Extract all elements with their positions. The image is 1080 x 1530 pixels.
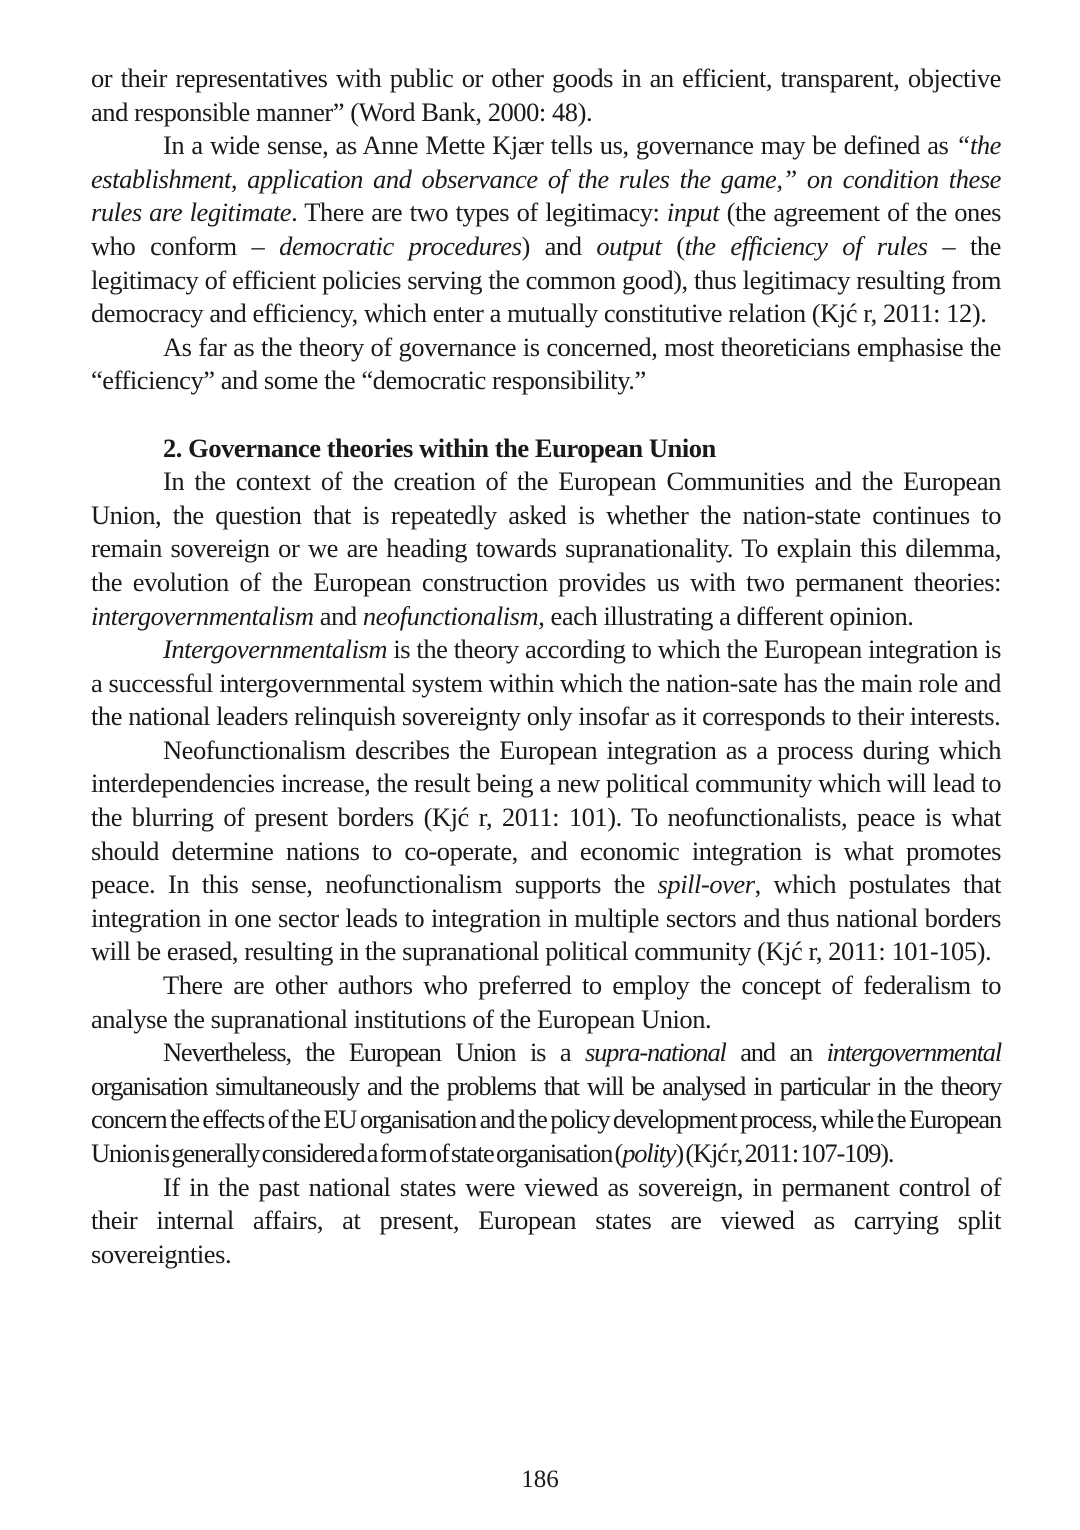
text-segment: There are other authors who preferred to employ the concept of federalism to analyse the supranational institutions of the European Union. — [91, 970, 1001, 1034]
text-segment: (the agreement of the ones who conform – — [91, 197, 1001, 261]
paragraph-governance-theory — [91, 331, 1001, 398]
page-number: 186 — [521, 1466, 559, 1493]
text-segment: In a wide sense, as Anne Mette Kjær tells us, governance may be defined as — [163, 130, 956, 161]
italic-text: neofunctionalism — [362, 600, 539, 631]
italic-text: “the establishment, application and observance of the rules the game,” on condition these rules are legitimate — [91, 130, 1001, 228]
text-segment: , each illustrating a different opinion. — [538, 600, 914, 631]
text-segment: and — [313, 600, 363, 631]
italic-text: input — [666, 197, 720, 228]
text-segment: As far as the theory of governance is concerned, most theoreticians emphasise the “efficiency” and some the “democratic responsibility.” — [91, 331, 1001, 396]
text-segment: In the context of the creation of the European Communities and the European Union, the question that is repeatedly asked is whether the nation-state continues to remain sovereign or we are heading towards supranationality. To explain this dilemma, the evolution of the European construction provides us with two permanent theories: — [91, 466, 1001, 597]
paragraph-supranational — [91, 1036, 1001, 1170]
paragraph-continuation — [91, 62, 1001, 129]
italic-text: spill-over — [657, 869, 755, 900]
text-segment: or their representatives with public or other goods in an efficient, transparent, objective and responsible manner” (Word Bank, 2000: 48). — [91, 63, 1001, 127]
italic-text: intergovernmentalism — [91, 600, 314, 631]
text-segment: ( — [661, 230, 685, 261]
text-segment: , which postulates that integration in one sector leads to integration in multiple sectors and thus national borders will be erased, resulting in the supranational political community (Kjć r, 2011: 101-105). — [91, 869, 1001, 967]
paragraph-split-sovereignty — [91, 1171, 1001, 1272]
paragraph-federalism — [91, 969, 1001, 1036]
italic-text: polity — [622, 1138, 676, 1168]
section-heading: 2. Governance theories within the European Union — [163, 432, 716, 463]
italic-text: supra-national — [584, 1037, 726, 1068]
text-segment: is the theory according to which the European integration is a successful intergovernmental system within which the nation-sate has the main role and the national leaders relinquish sovereignty only insofar as it corresponds to their interests. — [91, 634, 1001, 732]
italic-text: democratic procedures — [279, 230, 522, 261]
italic-text: output — [596, 230, 662, 261]
italic-text: Intergovernmentalism — [163, 634, 388, 665]
text-segment: If in the past national states were viewed as sovereign, in permanent control of their internal affairs, at present, European states are viewed as carrying split sovereignties. — [91, 1171, 1001, 1269]
text-segment: ) and — [521, 230, 597, 261]
text-segment: Nevertheless, the European Union is a — [163, 1037, 585, 1068]
page-body — [91, 62, 1001, 1271]
italic-text: the efficiency of rules — [684, 230, 928, 261]
paragraph-intergovernmentalism — [91, 633, 1001, 734]
italic-text: intergovernmental — [826, 1037, 1001, 1068]
paragraph-governance-definition — [91, 129, 1001, 331]
text-segment: . There are two types of legitimacy: — [291, 197, 667, 228]
text-segment: and an — [725, 1037, 827, 1068]
text-segment: Neofunctionalism describes the European integration as a process during which interdependencies increase, the result being a new political community which will lead to the blurring of present borders (Kjć r, 2011: 101). To neofunctionalists, peace is what should determine nations to co-operate, and economic integration is what promotes peace. In this sense, neofunctionalism supports the — [91, 734, 1001, 900]
text-segment: ) (Kjć r, 2011: 107-109). — [675, 1138, 894, 1168]
paragraph-neofunctionalism — [91, 734, 1001, 969]
section-spacer — [91, 398, 1001, 432]
text-segment: – the legitimacy of efficient policies serving the common good), thus legitimacy resulting from democracy and efficiency, which enter a mutually constitutive relation (Kjć r, 2011: 12). — [91, 230, 1001, 329]
text-segment: organisation simultaneously and the problems that will be analysed in particular in the theory concern the effects of the EU organisation and the policy development process, while the European Union is generally considered a form of state organisation ( — [91, 1070, 1001, 1168]
paragraph-eu-context — [91, 465, 1001, 633]
